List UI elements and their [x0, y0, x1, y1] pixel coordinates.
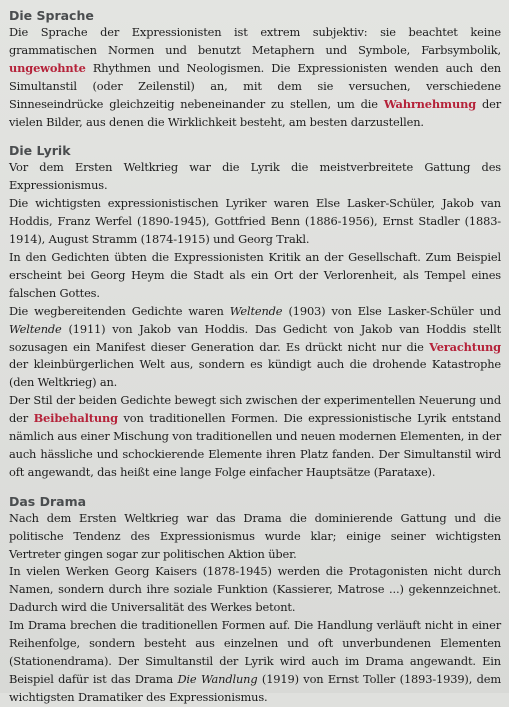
- text-run: (1919) von Ernst Toller (1893-1939), dem wichtigsten Dramatiker des Expressionismus.: [9, 671, 501, 704]
- text-run: Der Stil der beiden Gedichte bewegt sich zwischen der experimentellen Neuerung und der: [9, 393, 501, 426]
- text-run: Die Sprache der Expressionisten ist extrem subjektiv: sie beachtet keine grammatischen Normen und benutzt Metaphern und Symbole, Farbsymbolik,: [9, 25, 501, 57]
- paragraph-lyrik-2: [9, 195, 501, 249]
- text-run: Rhythmen und Neologismen. Die Expressionisten wenden auch den Simultanstil (oder Zeilenstil) an, mit dem sie versuchen, verschiedene Sinneseindrücke gleichzeitig nebeneinander zu stellen, um die: [9, 60, 501, 111]
- text-run: Vor dem Ersten Weltkrieg war die Lyrik die meistverbreitete Gattung des Expressionismus.: [9, 160, 501, 193]
- text-run: der vielen Bilder, aus denen die Wirklichkeit besteht, am besten darzustellen.: [9, 96, 501, 129]
- paragraph-lyrik-4: [9, 303, 501, 393]
- section-title-sprache: Die Sprache: [9, 8, 94, 23]
- text-run: der kleinbürgerlichen Welt aus, sondern es kündigt auch die drohende Katastrophe (den Weltkrieg) an.: [9, 357, 501, 390]
- text-run: In den Gedichten übten die Expressionisten Kritik an der Gesellschaft. Zum Beispiel erscheint bei Georg Heym die Stadt als ein Ort der Verlorenheit, als Tempel eines falschen Gottes.: [9, 249, 501, 300]
- highlight-wahrnehmung: Wahrnehmung: [383, 96, 477, 111]
- text-run: Im Drama brechen die traditionellen Formen auf. Die Handlung verläuft nicht in einer Reihenfolge, sondern besteht aus einzelnen und oft unverbundenen Elementen (Stationendrama). Der Simultanstil der Lyrik wird auch im Drama angewandt. Ein Beispiel dafür ist das Drama: [9, 618, 501, 686]
- text-run: Nach dem Ersten Weltkrieg war das Drama die dominierende Gattung und die politische Tendenz des Expressionismus wurde klar; einige seiner wichtigsten Vertreter gingen sogar zur politischen Aktion über.: [9, 510, 501, 561]
- highlight-beibehaltung: Beibehaltung: [33, 411, 118, 426]
- highlight-ungewohnte: ungewohnte: [9, 60, 86, 75]
- section-title-drama: Das Drama: [9, 493, 87, 509]
- paragraph-drama-1: [9, 510, 501, 564]
- title-weltende: Weltende: [9, 321, 62, 336]
- paragraph-sprache-1: [9, 24, 501, 131]
- paragraph-lyrik-1: [9, 159, 501, 195]
- text-run: (1903) von Else Lasker-Schüler und: [282, 303, 501, 318]
- section-title-lyrik: Die Lyrik: [9, 143, 71, 159]
- text-run: Die wichtigsten expressionistischen Lyriker waren Else Lasker-Schüler, Jakob van Hoddis, Franz Werfel (1890-1945), Gottfried Benn (1886-1956), Ernst Stadler (1883-1914), August Stramm (1874-1915) und Georg Trakl.: [9, 196, 501, 247]
- paragraph-drama-2: [9, 563, 501, 617]
- text-run: Die wegbereitenden Gedichte waren: [9, 303, 230, 318]
- title-die-wandlung: Die Wandlung: [177, 671, 258, 686]
- paragraph-lyrik-5: [9, 392, 501, 482]
- paragraph-lyrik-3: [9, 249, 501, 303]
- text-run: In vielen Werken Georg Kaisers (1878-1945) werden die Protagonisten nicht durch Namen, sondern durch ihre soziale Funktion (Kassierer, Matrose ...) gekennzeichnet. Dadurch wird die Universalität des Werkes betont.: [9, 564, 501, 615]
- text-run: von traditionellen Formen. Die expressionistische Lyrik entstand nämlich aus einer Mischung von traditionellen und neuen modernen Elementen, in der auch hässliche und schockierende Elemente ihren Platz fanden. Der Simultanstil wird oft angewandt, das heißt eine lange Folge einfacher Hauptsätze (Parataxe).: [9, 411, 502, 479]
- text-run: (1911) von Jakob van Hoddis. Das Gedicht von Jakob van Hoddis stellt sozusagen ein Manifest dieser Generation dar. Es drückt nicht nur die: [9, 321, 501, 354]
- title-weltende: Weltende: [229, 303, 283, 318]
- paragraph-drama-3: [9, 617, 501, 707]
- highlight-verachtung: Verachtung: [429, 339, 501, 354]
